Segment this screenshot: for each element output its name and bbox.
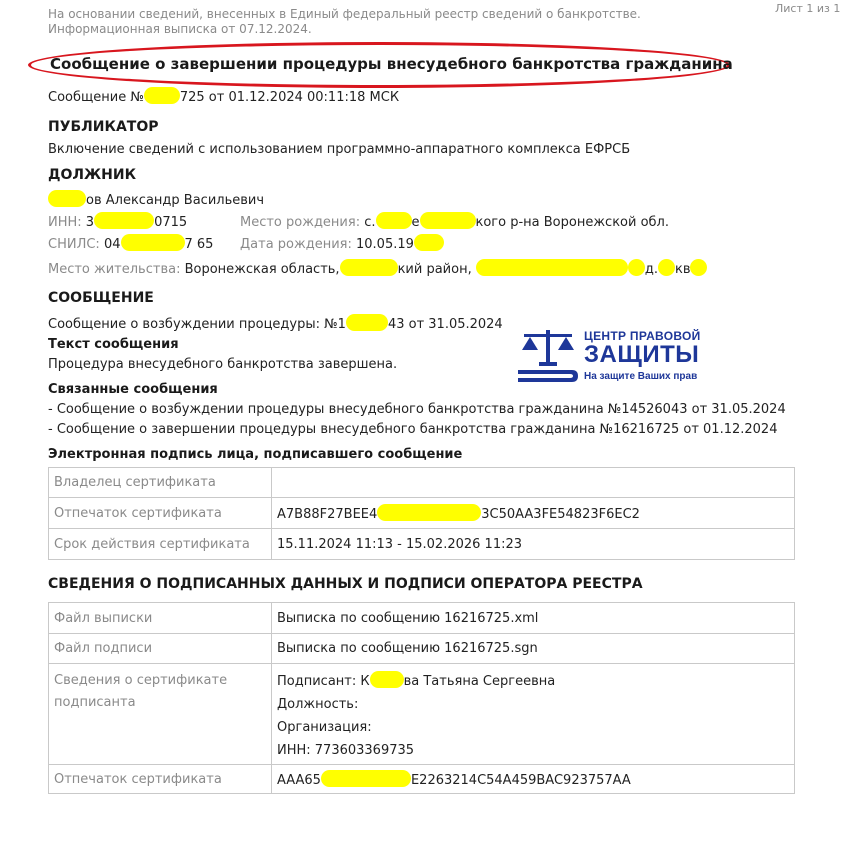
debtor-residence: Место жительства: Воронежская область, кий район, д. кв [48,259,707,277]
signer-name: Подписант: К ва Татьяна Сергеевна [277,670,789,693]
signer-inn: ИНН: 773603369735 [277,743,415,758]
redaction-mark [420,212,476,229]
source-note-line1: На основании сведений, внесенных в Единый федеральный реестр сведений о банкротстве. [48,7,641,21]
related-item: - Сообщение о возбуждении процедуры внесудебного банкротства гражданина №14526043 от 31.05.2024 [48,402,786,417]
table-row [49,603,795,634]
logo-line2: ЗАЩИТЫ [584,341,700,368]
redaction-mark [377,504,481,521]
redaction-mark [476,259,628,276]
debtor-birthdate: Дата рождения: 10.05.19 [240,234,444,252]
redaction-mark [321,770,411,787]
cert-fingerprint-label: Отпечаток сертификата [49,498,272,529]
signature-file-label: Файл подписи [49,634,272,664]
scales-book-icon [516,328,580,386]
signature-heading: Электронная подпись лица, подписавшего сообщение [48,447,463,462]
signature-table [48,467,795,560]
table-row [49,498,795,529]
related-heading: Связанные сообщения [48,382,218,397]
table-row [49,765,795,794]
cert-fingerprint-value: A7B88F27BEE4 3C50AA3FE54823F6EC2 [272,498,795,529]
logo-line3: На защите Ваших прав [584,371,698,382]
message-heading: СООБЩЕНИЕ [48,290,154,306]
table-row [49,664,795,765]
message-number: Сообщение № 725 от 01.12.2024 00:11:18 МСК [48,87,399,105]
redaction-mark [48,190,86,207]
operator-fingerprint-value: AAA65 E2263214C54A459BAC923757AA [272,765,795,794]
redaction-mark [144,87,180,104]
table-row [49,529,795,560]
extract-file-label: Файл выписки [49,603,272,634]
cert-validity-value: 15.11.2024 11:13 - 15.02.2026 11:23 [272,529,795,560]
related-item: - Сообщение о завершении процедуры внесудебного банкротства гражданина №16216725 от 01.12.2024 [48,422,778,437]
signer-cert-value [272,664,795,765]
publisher-heading: ПУБЛИКАТОР [48,119,159,135]
publisher-text: Включение сведений с использованием программно-аппаратного комплекса ЕФРСБ [48,142,631,157]
debtor-birthplace: Место рождения: с. е кого р-на Воронежской обл. [240,212,669,230]
page-counter: Лист 1 из 1 [775,2,841,15]
signer-organization: Организация: [277,720,372,735]
signature-file-value: Выписка по сообщению 16216725.sgn [272,634,795,664]
redaction-mark [658,259,675,276]
signer-position: Должность: [277,697,359,712]
operator-fingerprint-label: Отпечаток сертификата [49,765,272,794]
message-text-heading: Текст сообщения [48,337,179,352]
page-title: Сообщение о завершении процедуры внесудебного банкротства гражданина [50,55,733,73]
cert-validity-label: Срок действия сертификата [49,529,272,560]
debtor-heading: ДОЛЖНИК [48,167,137,183]
debtor-inn: ИНН: 3 0715 [48,212,187,230]
table-row [49,468,795,498]
redaction-mark [346,314,388,331]
redaction-mark [414,234,444,251]
operator-heading: СВЕДЕНИЯ О ПОДПИСАННЫХ ДАННЫХ И ПОДПИСИ ОПЕРАТОРА РЕЕСТРА [48,576,643,592]
redaction-mark [94,212,154,229]
logo-line1: ЦЕНТР ПРАВОВОЙ [584,329,701,343]
extract-file-value: Выписка по сообщению 16216725.xml [272,603,795,634]
table-row [49,634,795,664]
cert-owner-label: Владелец сертификата [49,468,272,498]
redaction-mark [121,234,185,251]
cert-owner-value [272,468,795,498]
redaction-mark [690,259,707,276]
source-note-line2: Информационная выписка от 07.12.2024. [48,22,312,36]
debtor-name: ов Александр Васильевич [48,190,264,208]
redaction-mark [370,671,404,688]
debtor-snils: СНИЛС: 04 7 65 [48,234,213,252]
redaction-mark [628,259,645,276]
initiation-message: Сообщение о возбуждении процедуры: №1 43 от 31.05.2024 [48,314,503,332]
redaction-mark [376,212,412,229]
message-text: Процедура внесудебного банкротства завершена. [48,357,398,372]
legal-center-logo [516,328,716,388]
operator-table [48,602,795,794]
redaction-mark [340,259,398,276]
signer-cert-label: Сведения о сертификате подписанта [49,664,272,765]
